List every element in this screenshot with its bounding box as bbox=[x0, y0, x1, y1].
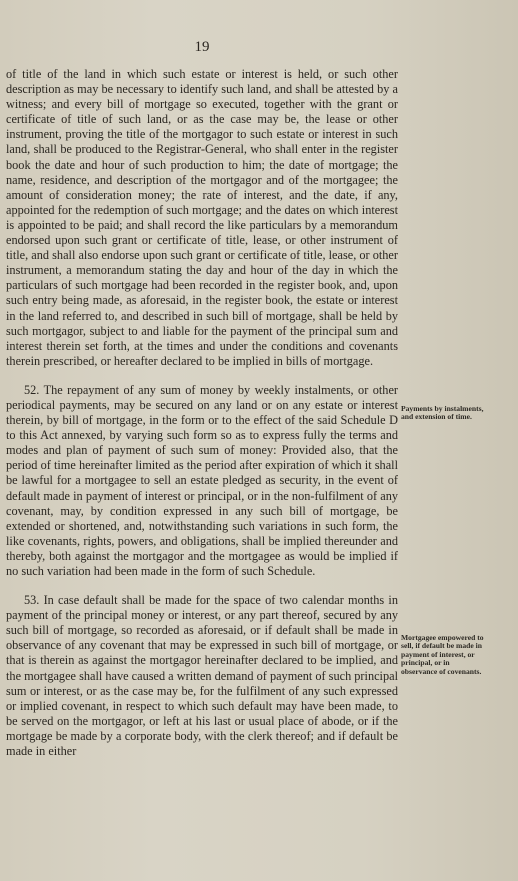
page-number: 19 bbox=[194, 39, 210, 55]
paragraph-continuation: of title of the land in which such estate or interest is held, or such other description as may be necessary to identify such land, and shall be attested by a witness; and every bill of mortgage so executed, together with the grant or certificate of title of such land, or as the case may be, the lease or other instrument, proving the title of the mortgagor to such estate or interest in such land, shall be produced to the Registrar-General, who shall enter in the register book the date and hour of such production to him; the date of mortgage; the name, residence, and description of the mortgagor and of the mortgagee; the amount of consideration money; the rate of interest, and the date, if any, appointed for the redemption of such mortgage; and the dates on which interest is appointed to be paid; and shall record the like particulars by a memorandum endorsed upon such grant or certificate of title, lease, or other instrument of title, and shall also endorse upon such grant or certificate of title, lease, or other instrument, a memorandum stating the day and hour of the day in which the particulars of such mortgage had been recorded in the register book, and, upon such entry being made, as aforesaid, in the register book, the estate or interest in the land referred to, and described in such bill of mortgage, shall be held by such mortgagor, subject to and liable for the payment of the principal sum and interest therein set forth, at the times and under the conditions and covenants therein prescribed, or hereafter declared to be implied in bills of mortgage. bbox=[6, 67, 398, 368]
paragraph-section-53: 53. In case default shall be made for the space of two calendar months in payment of the principal money or interest, or any part thereof, secured by any such bill of mortgage, so recorded as aforesaid, or if default shall be made in observance of any covenant that may be expressed in such bill of mortgage, or that is therein as against the mortgagor hereinafter declared to be implied, and the mortgagee shall have caused a written demand of payment of such principal sum or interest, or as the case may be, for the fulfilment of any such expressed or implied covenant, in respect to which such default may have been made, to be served on the mortgagor, or left at his last or usual place of abode, or if the mortgage be made by a corporate body, with the clerk thereof; and if default be made in either bbox=[6, 593, 398, 759]
marginal-note-section-53: Mortgagee empowered to sell, if default be made in payment of interest, or principal, or in observance of covenants. bbox=[401, 633, 484, 676]
marginal-note-section-52: Payments by instalments, and extension of time. bbox=[401, 404, 484, 422]
paragraph-section-52: 52. The repayment of any sum of money by weekly instalments, or other periodical payments, may be secured on any land or on any estate or interest therein, by bill of mortgage, in the form or to the effect of the said Schedule D to this Act annexed, by varying such form so as to express fully the terms and modes and plan of payment of such sum of money: Provided also, that the period of time hereinafter limited as the period after expiration of which it shall be lawful for a mortgagee to sell an estate pledged as security, in the event of default made in payment of interest or principal, or in the non-fulfilment of any covenant, may, by condition expressed in any such bill of mortgage, be extended or shortened, and, notwithstanding such variations in such form, the like covenants, rights, powers, and obligations, shall be implied thereunder and thereby, both against the mortgagor and the mortgagee as would be implied if no such variation had been made in the form of such Schedule. bbox=[6, 382, 398, 578]
body-text bbox=[6, 67, 398, 759]
